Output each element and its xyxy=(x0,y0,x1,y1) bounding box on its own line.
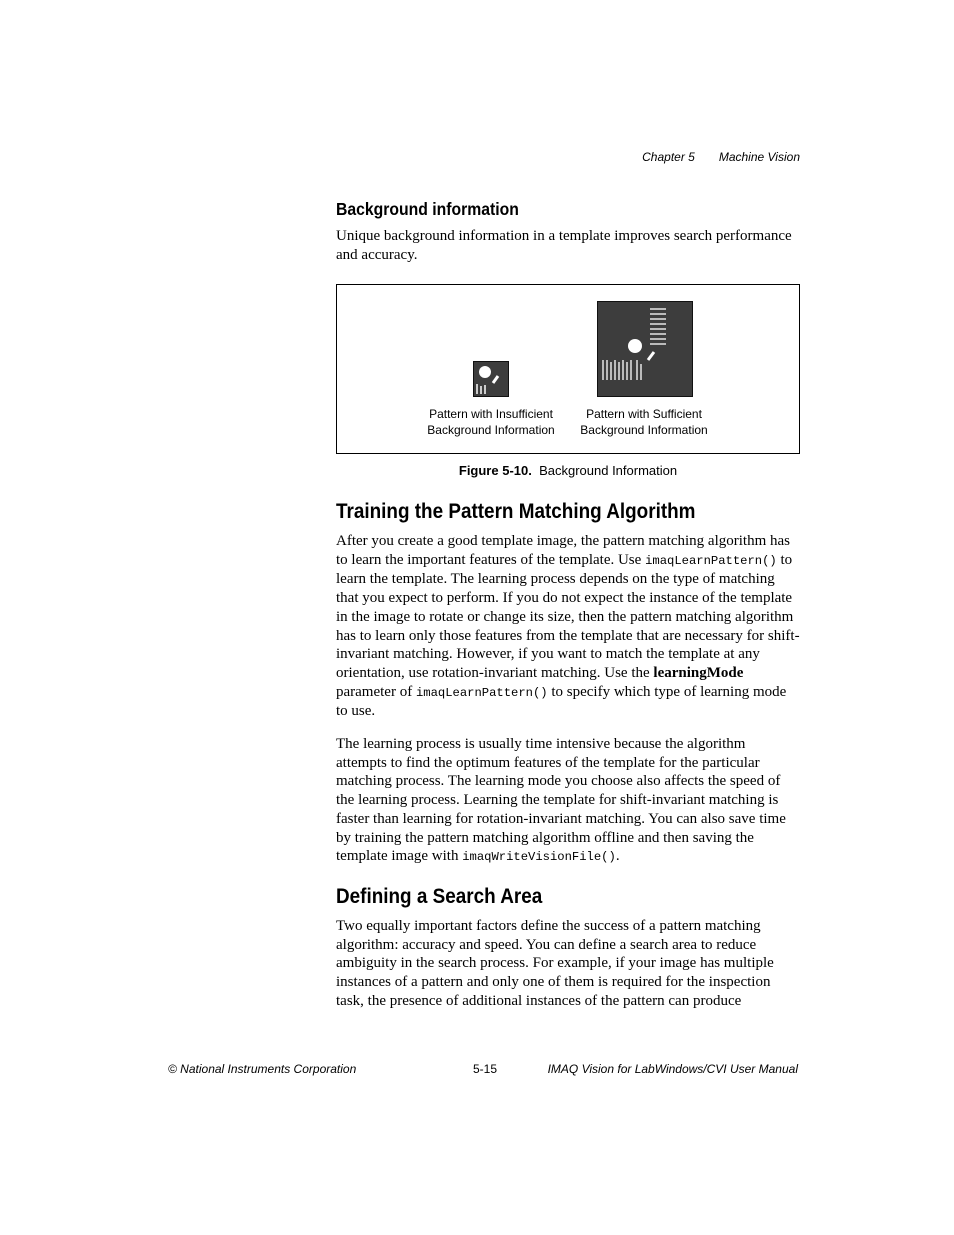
figure-caption xyxy=(336,463,800,478)
footer-page-number: 5-15 xyxy=(473,1062,498,1076)
training-heading: Training the Pattern Matching Algorithm xyxy=(336,500,696,523)
figure-box xyxy=(336,284,800,454)
right-caption-line2: Background Information xyxy=(580,422,708,437)
training-p1-text-a: After you create a good template image, the pattern matching algorithm has to learn the important features of the template. Use xyxy=(336,533,790,568)
footer-right: IMAQ Vision for LabWindows/CVI User Manual xyxy=(547,1062,798,1076)
code-imaqlearnpattern-2: imaqLearnPattern() xyxy=(415,685,548,700)
left-figure-caption xyxy=(411,407,571,438)
code-imaqwritevisionfile: imaqWriteVisionFile() xyxy=(462,850,616,865)
large-pattern-graphic xyxy=(598,302,692,396)
left-caption-line2: Background Information xyxy=(427,422,555,437)
header-title: Machine Vision xyxy=(718,150,800,164)
small-pattern-graphic xyxy=(474,362,508,396)
right-figure-caption xyxy=(564,407,724,438)
training-p1-text-c: parameter of xyxy=(336,683,416,700)
search-area-heading: Defining a Search Area xyxy=(336,885,543,908)
small-pattern-image xyxy=(473,361,509,397)
large-pattern-image xyxy=(597,301,693,397)
training-p2-text-b: . xyxy=(615,848,620,865)
figure-title: Background Information xyxy=(539,463,678,478)
search-area-paragraph: Two equally important factors define the success of a pattern matching algorithm: accuracy and speed. You can define a search area to reduce ambiguity in the search process. For example, if your image has multiple instances of a pattern and only one of them is required for the inspection task, the presence of additional instances of the pattern can produce xyxy=(336,918,774,1009)
footer-left: © National Instruments Corporation xyxy=(168,1062,357,1076)
figure-number: Figure 5-10. xyxy=(458,463,532,478)
left-caption-line1: Pattern with Insufficient xyxy=(429,407,553,421)
training-p1-text-b: to learn the template. The learning process depends on the type of matching that you expect to perform. If you do not expect the instance of the template in the image to rotate or change its size, then the pattern matching algorithm has to learn only those features from the template that are necessary for shift-invariant matching. However, if you want to match the template at any orientation, use rotation-invariant matching. Use the xyxy=(336,551,800,681)
right-caption-line1: Pattern with Sufficient xyxy=(586,407,702,421)
training-p1-text-d: to specify which type of learning mode to use. xyxy=(336,683,787,720)
header-chapter: Chapter 5 xyxy=(642,150,695,164)
code-imaqlearnpattern: imaqLearnPattern() xyxy=(645,553,777,568)
training-paragraph-2 xyxy=(336,735,800,867)
background-info-paragraph: Unique background information in a template improves search performance and accuracy. xyxy=(336,228,792,263)
background-info-heading: Background information xyxy=(336,199,519,219)
training-paragraph-1 xyxy=(336,532,800,721)
training-p2-text-a: The learning process is usually time intensive because the algorithm attempts to find the optimum features of the template for the particular matching process. The learning mode you choose also affects the speed of the learning process. Learning the template for shift-invariant matching is faster than learning for rotation-invariant matching. You can also save time by training the pattern matching algorithm offline and then saving the template image with xyxy=(336,736,786,865)
running-header xyxy=(642,150,800,164)
learningmode-term: learningMode xyxy=(653,664,744,681)
